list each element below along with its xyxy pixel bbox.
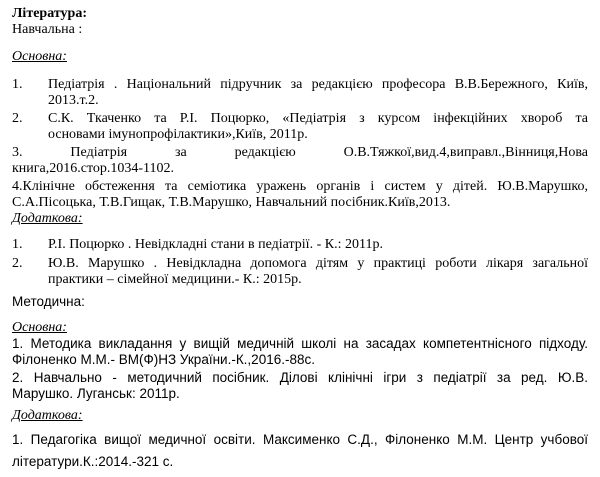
methodical-basic-item-1-line-2: Філоненко М.М.- ВМ(Ф)НЗ України.-К.,2016.-88с. xyxy=(12,352,315,367)
methodical-literature-label: Методична: xyxy=(12,294,85,309)
methodical-basic-item-2-line-2: Марушко. Луганськ: 2011р. xyxy=(12,386,180,401)
basic-item-2-number: 2. xyxy=(12,111,23,126)
basic-item-3-line-1: 3. Педіатрія за редакцією О.В.Тяжкої,вид.4,виправл.,Вінниця,Нова xyxy=(12,145,588,160)
basic-item-3-line-2: книга,2016.стор.1034-1102. xyxy=(12,161,175,176)
basic-item-1-line-1: 1. Педіатрія . Національний підручник за редакцією професора В.В.Бережного, Київ, xyxy=(12,77,588,92)
extra-item-1-number: 1. xyxy=(12,237,23,252)
extra-item-2-line-1: 2. Ю.В. Марушко . Невідкладна допомога дітям у практиці роботи лікаря загальної xyxy=(12,256,588,271)
basic-item-2-line-1: 2. С.К. Ткаченко та Р.І. Поцюрко, «Педіатрія з курсом інфекційних хвороб та xyxy=(12,111,588,126)
extra-item-2-line-2: практики – сімейної медицини.- К.: 2015р. xyxy=(48,272,302,287)
methodical-basic-item-2-line-1: 2. Навчально - методичний посібник. Ділові клінічні ігри з педіатрії за ред. Ю.В. xyxy=(12,370,588,385)
methodical-extra-section-label: Додаткова: xyxy=(12,408,83,423)
methodical-extra-item-1-line-2: літератури.К.:2014.-321 с. xyxy=(12,454,174,469)
methodical-extra-item-1-line-1: 1. Педагогіка вищої медичної освіти. Максименко С.Д., Філоненко М.М. Центр учбової xyxy=(12,432,588,447)
references-heading: Література: xyxy=(12,6,87,21)
basic-item-1-number: 1. xyxy=(12,77,23,92)
study-literature-label: Навчальна : xyxy=(12,22,83,37)
methodical-basic-section-label: Основна: xyxy=(12,320,67,335)
extra-section-label: Додаткова: xyxy=(12,211,83,226)
basic-item-2-line-2: основами імунопрофілактики»,Київ, 2011р. xyxy=(48,127,308,142)
basic-item-1-line-2: 2013.т.2. xyxy=(48,93,99,108)
extra-item-1-line-1: 1. Р.І. Поцюрко . Невідкладні стани в педіатрії. - К.: 2011р. xyxy=(12,237,383,252)
methodical-basic-item-1-line-1: 1. Методика викладання у вищій медичній школі на засадах компетентнісного підходу. xyxy=(12,336,588,351)
extra-item-2-number: 2. xyxy=(12,256,23,271)
basic-section-label: Основна: xyxy=(12,49,67,64)
basic-item-4-line-2: С.А.Пісоцька, Т.В.Гищак, Т.В.Марушко, Навчальний посібник.Київ,2013. xyxy=(12,195,451,210)
basic-item-4-line-1: 4.Клінічне обстеження та семіотика уражень органів і систем у дітей. Ю.В.Марушко, xyxy=(12,179,588,194)
